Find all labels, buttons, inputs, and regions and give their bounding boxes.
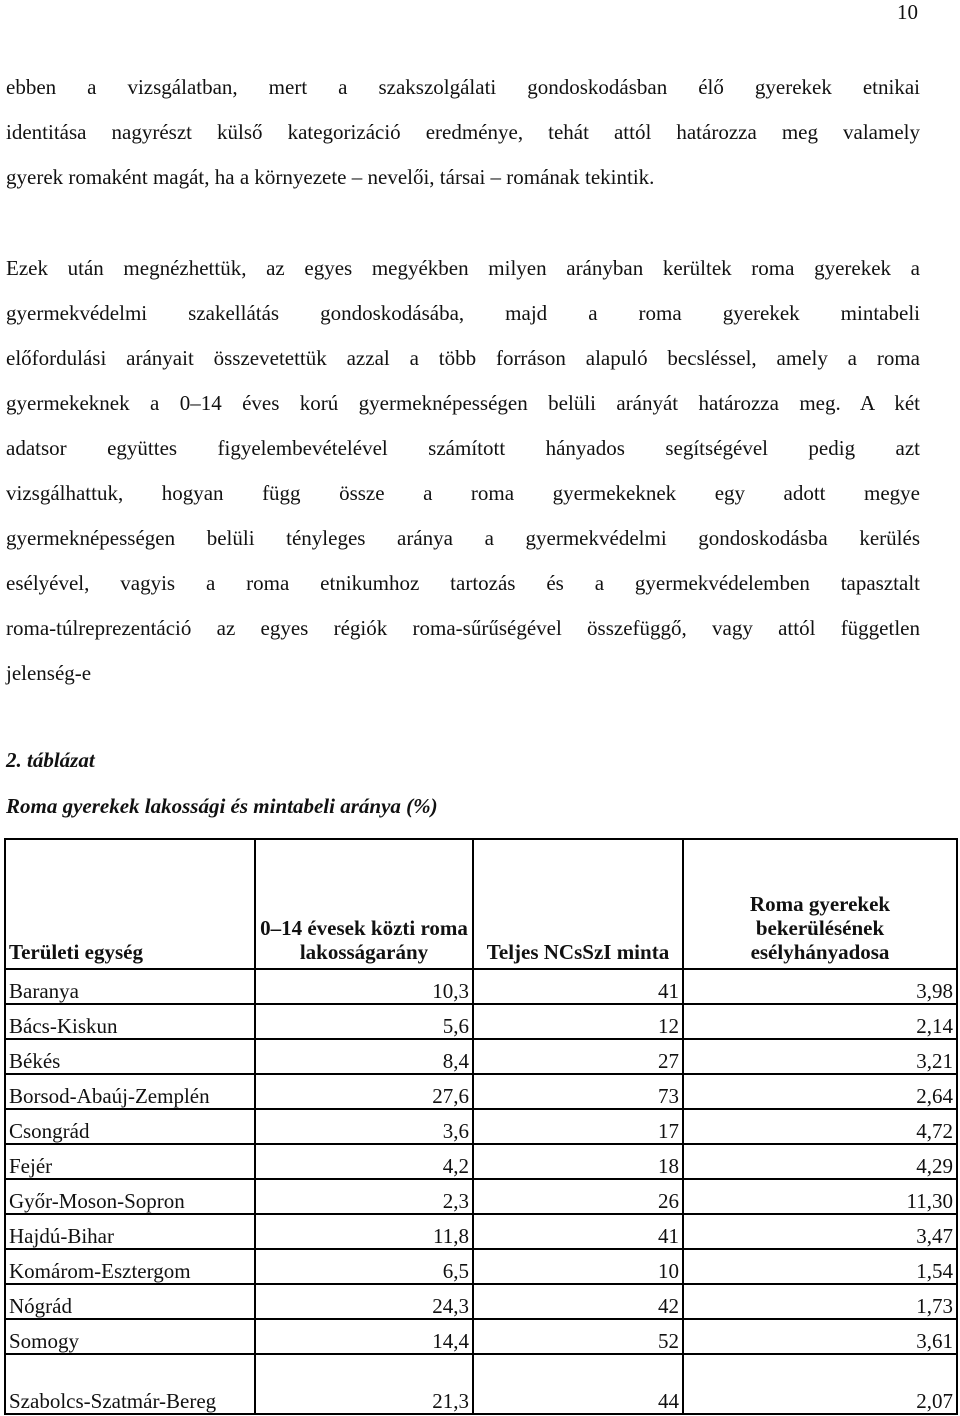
odds-ratio-cell: 4,72 (683, 1109, 957, 1144)
region-cell: Baranya (5, 969, 255, 1004)
table-row (5, 1319, 957, 1354)
table-title: Roma gyerekek lakossági és mintabeli aránya (%) (6, 794, 438, 818)
odds-ratio-cell: 3,21 (683, 1039, 957, 1074)
region-cell: Fejér (5, 1144, 255, 1179)
page-number: 10 (897, 0, 918, 24)
paragraph-line: vizsgálhattuk, hogyan függ össze a roma gyermekeknek egy adott megye (6, 481, 920, 505)
sample-cell: 41 (473, 1214, 683, 1249)
column-header-region: Területi egység (5, 839, 255, 969)
roma-share-cell: 8,4 (255, 1039, 473, 1074)
roma-share-cell: 27,6 (255, 1074, 473, 1109)
sample-cell: 42 (473, 1284, 683, 1319)
paragraph-line: gyermekvédelmi szakellátás gondoskodásába, majd a roma gyerekek mintabeli (6, 301, 920, 325)
paragraph-line: jelenség-e (6, 661, 92, 685)
sample-cell: 52 (473, 1319, 683, 1354)
sample-cell: 73 (473, 1074, 683, 1109)
paragraph-line: gyerek romaként magát, ha a környezete – nevelői, társai – romának tekintik. (6, 165, 655, 189)
region-cell: Győr-Moson-Sopron (5, 1179, 255, 1214)
column-header-odds-ratio: Roma gyerekek bekerülésének esélyhányadosa (683, 839, 957, 969)
sample-cell: 10 (473, 1249, 683, 1284)
odds-ratio-cell: 1,73 (683, 1284, 957, 1319)
paragraph-1 (6, 65, 920, 200)
sample-cell: 26 (473, 1179, 683, 1214)
table-row (5, 1214, 957, 1249)
region-cell: Nógrád (5, 1284, 255, 1319)
odds-ratio-cell: 1,54 (683, 1249, 957, 1284)
table-number: 2. táblázat (6, 748, 95, 772)
sample-cell: 18 (473, 1144, 683, 1179)
region-cell: Hajdú-Bihar (5, 1214, 255, 1249)
region-cell: Szabolcs-Szatmár-Bereg (5, 1354, 255, 1414)
table-row (5, 1144, 957, 1179)
paragraph-line: adatsor együttes figyelembevételével számított hányados segítségével pedig azt (6, 436, 920, 460)
paragraph-line: roma-túlreprezentáció az egyes régiók roma-sűrűségével összefüggő, vagy attól független (6, 616, 920, 640)
odds-ratio-cell: 2,07 (683, 1354, 957, 1414)
roma-share-cell: 11,8 (255, 1214, 473, 1249)
roma-share-cell: 14,4 (255, 1319, 473, 1354)
region-cell: Komárom-Esztergom (5, 1249, 255, 1284)
region-cell: Békés (5, 1039, 255, 1074)
region-cell: Bács-Kiskun (5, 1004, 255, 1039)
sample-cell: 41 (473, 969, 683, 1004)
paragraph-line: ebben a vizsgálatban, mert a szakszolgálati gondoskodásban élő gyerekek etnikai (6, 75, 920, 99)
table-row (5, 1074, 957, 1109)
roma-share-cell: 3,6 (255, 1109, 473, 1144)
odds-ratio-cell: 3,98 (683, 969, 957, 1004)
region-cell: Somogy (5, 1319, 255, 1354)
sample-cell: 17 (473, 1109, 683, 1144)
roma-share-cell: 2,3 (255, 1179, 473, 1214)
odds-ratio-cell: 2,64 (683, 1074, 957, 1109)
paragraph-line: identitása nagyrészt külső kategorizáció eredménye, tehát attól határozza meg valamely (6, 120, 920, 144)
table-header-row (5, 839, 957, 969)
paragraph-line: gyermekeknek a 0–14 éves korú gyermeknépességen belüli arányát határozza meg. A két (6, 391, 920, 415)
table-row (5, 1179, 957, 1214)
sample-cell: 44 (473, 1354, 683, 1414)
paragraph-line: gyermeknépességen belüli tényleges aránya a gyermekvédelmi gondoskodásba kerülés (6, 526, 920, 550)
table-row (5, 1039, 957, 1074)
roma-share-cell: 24,3 (255, 1284, 473, 1319)
data-table (4, 838, 958, 1415)
region-cell: Borsod-Abaúj-Zemplén (5, 1074, 255, 1109)
table-row (5, 969, 957, 1004)
sample-cell: 12 (473, 1004, 683, 1039)
odds-ratio-cell: 3,61 (683, 1319, 957, 1354)
sample-cell: 27 (473, 1039, 683, 1074)
odds-ratio-cell: 2,14 (683, 1004, 957, 1039)
odds-ratio-cell: 3,47 (683, 1214, 957, 1249)
table-body (5, 969, 957, 1414)
column-header-sample: Teljes NCsSzI minta (473, 839, 683, 969)
paragraph-line: esélyével, vagyis a roma etnikumhoz tartozás és a gyermekvédelemben tapasztalt (6, 571, 920, 595)
paragraph-2 (6, 246, 920, 696)
odds-ratio-cell: 4,29 (683, 1144, 957, 1179)
region-cell: Csongrád (5, 1109, 255, 1144)
table-row (5, 1004, 957, 1039)
roma-share-cell: 5,6 (255, 1004, 473, 1039)
column-header-roma-share: 0–14 évesek közti roma lakosságarány (255, 839, 473, 969)
roma-share-cell: 10,3 (255, 969, 473, 1004)
roma-share-cell: 6,5 (255, 1249, 473, 1284)
paragraph-line: Ezek után megnézhettük, az egyes megyékben milyen arányban kerültek roma gyerekek a (6, 256, 920, 280)
table-row (5, 1249, 957, 1284)
odds-ratio-cell: 11,30 (683, 1179, 957, 1214)
table-row (5, 1354, 957, 1414)
paragraph-line: előfordulási arányait összevetettük azzal a több forráson alapuló becsléssel, amely a roma (6, 346, 920, 370)
table-row (5, 1284, 957, 1319)
table-row (5, 1109, 957, 1144)
roma-share-cell: 4,2 (255, 1144, 473, 1179)
roma-share-cell: 21,3 (255, 1354, 473, 1414)
